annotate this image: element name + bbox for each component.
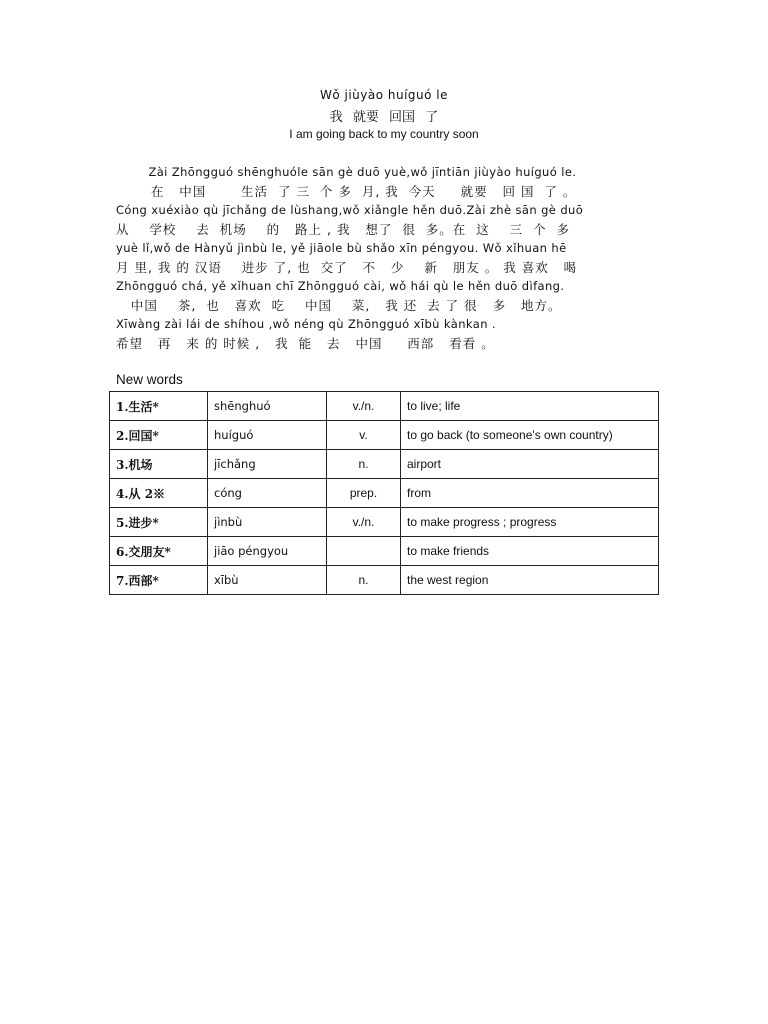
vocab-definition: the west region	[401, 566, 659, 595]
table-row	[110, 537, 659, 566]
title-pinyin: Wǒ jiùyào huíguó le	[319, 88, 449, 102]
passage-pinyin-line: Zài Zhōngguó shēnghuóle sān gè duō yuè,wǒ jīntiān jiùyào huíguó le.	[116, 165, 577, 179]
passage	[116, 163, 656, 353]
passage-hanzi-line: 中国 茶, 也 喜欢 吃 中国 菜, 我 还 去 了 很 多 地方。	[116, 298, 562, 313]
vocab-part-of-speech: v.	[327, 421, 401, 450]
table-row	[110, 450, 659, 479]
vocab-word: 4.从 2※	[110, 479, 208, 508]
vocab-pinyin: xībù	[208, 566, 327, 595]
vocab-pinyin: jìnbù	[208, 508, 327, 537]
vocab-word: 3.机场	[110, 450, 208, 479]
vocab-pinyin: cóng	[208, 479, 327, 508]
vocab-definition: airport	[401, 450, 659, 479]
vocab-pinyin: huíguó	[208, 421, 327, 450]
vocab-part-of-speech	[327, 537, 401, 566]
passage-hanzi-line: 月 里, 我 的 汉语 进步 了, 也 交了 不 少 新 朋友 。 我 喜欢 喝	[116, 260, 578, 275]
vocab-word: 2.回国*	[110, 421, 208, 450]
vocab-pinyin: shēnghuó	[208, 392, 327, 421]
vocab-definition: to make friends	[401, 537, 659, 566]
vocab-definition: from	[401, 479, 659, 508]
table-row	[110, 421, 659, 450]
table-row	[110, 566, 659, 595]
vocab-pinyin: jīchǎng	[208, 450, 327, 479]
vocab-part-of-speech: prep.	[327, 479, 401, 508]
vocab-word: 7.西部*	[110, 566, 208, 595]
vocab-part-of-speech: v./n.	[327, 508, 401, 537]
table-row	[110, 392, 659, 421]
new-words-heading: New words	[116, 372, 183, 387]
vocab-definition: to go back (to someone's own country)	[401, 421, 659, 450]
vocab-part-of-speech: n.	[327, 566, 401, 595]
passage-pinyin-line: Zhōngguó chá, yě xǐhuan chī Zhōngguó cài, wǒ hái qù le hěn duō dìfang.	[116, 279, 565, 293]
title-hanzi: 我 就要 回国 了	[329, 110, 439, 125]
table-row	[110, 479, 659, 508]
vocab-word: 1.生活*	[110, 392, 208, 421]
passage-hanzi-line: 从 学校 去 机场 的 路上 , 我 想了 很 多。在 这 三 个 多	[116, 222, 571, 237]
passage-pinyin-line: yuè lǐ,wǒ de Hànyǔ jìnbù le, yě jiāole bù shǎo xīn péngyou. Wǒ xǐhuan hē	[116, 241, 567, 255]
passage-pinyin-line: Cóng xuéxiào qù jīchǎng de lùshang,wǒ xiǎngle hěn duō.Zài zhè sān gè duō	[116, 203, 584, 217]
passage-pinyin-line: Xīwàng zài lái de shíhou ,wǒ néng qù Zhōngguó xībù kànkan .	[116, 317, 496, 331]
vocab-definition: to live; life	[401, 392, 659, 421]
title-english: I am going back to my country soon	[289, 127, 479, 141]
passage-hanzi-line: 希望 再 来 的 时候 , 我 能 去 中国 西部 看看 。	[116, 336, 495, 351]
vocab-word: 5.进步*	[110, 508, 208, 537]
passage-hanzi-line: 在 中国 生活 了 三 个 多 月, 我 今天 就要 回 国 了 。	[116, 184, 577, 199]
vocab-part-of-speech: n.	[327, 450, 401, 479]
vocab-table	[109, 391, 659, 595]
vocab-word: 6.交朋友*	[110, 537, 208, 566]
vocab-pinyin: jiāo péngyou	[208, 537, 327, 566]
vocab-definition: to make progress ; progress	[401, 508, 659, 537]
table-row	[110, 508, 659, 537]
vocab-part-of-speech: v./n.	[327, 392, 401, 421]
